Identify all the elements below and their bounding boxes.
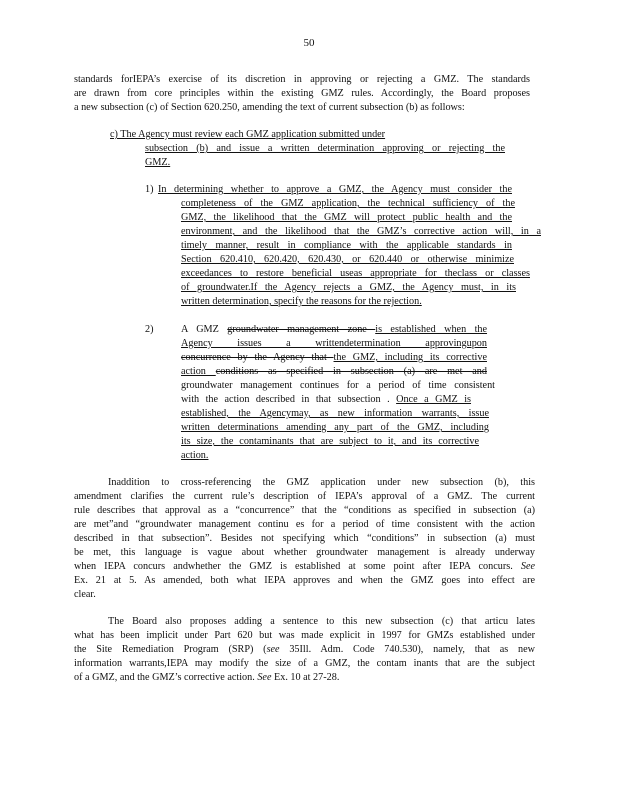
- item-1-text-3: GMZ, the likelihood that the GMZ will protect public health and the: [181, 212, 512, 223]
- item-1-text-1: In determining whether to approve a GMZ, the Agency must consider the: [158, 184, 512, 195]
- intro-paragraph: [74, 73, 530, 115]
- item-1-text-4: environment, and the likelihood that the GMZ’s corrective action will, in a: [181, 226, 541, 237]
- item-2-line-1: A GMZ groundwater management zone is established when the: [181, 324, 488, 335]
- page-number: 50: [303, 37, 315, 49]
- item-1-text-8: of groundwater.If the Agency rejects a GMZ, the Agency must, in its: [181, 282, 516, 293]
- p3-line-2: what has been implicit under Part 620 but was made explicit in 1997 for GMZs established under: [74, 630, 535, 641]
- item-2-body: [181, 323, 495, 463]
- p2-line-3: rule describes that approval as a “concurrence” that the “conditions as specified in subsection (a): [74, 505, 535, 516]
- item-2-line-9: its size, the contaminants that are subject to it, and its corrective: [181, 436, 479, 447]
- p2-line-6: be met, this language is vague about whether groundwater management is already underway: [74, 547, 535, 558]
- item-2-number: 2): [145, 324, 154, 335]
- paragraph-3: [74, 615, 535, 685]
- subsection-c-line-1: [110, 128, 464, 142]
- item-2-line-7: established, the Agencymay, as new information warrants, issue: [181, 408, 489, 419]
- subsection-c-text-2: subsection (b) and issue a written determination approving or rejecting the: [145, 143, 505, 154]
- p2-line-1: Inaddition to cross-referencing the GMZ application under new subsection (b), this: [108, 477, 535, 488]
- item-1-text-9: written determination, specify the reasons for the rejection.: [181, 296, 422, 307]
- item-1-text-2: completeness of the GMZ application, the technical sufficiency of the: [181, 198, 515, 209]
- intro-line-2: are drawn from core principles within the existing GMZ rules. Accordingly, the Board proposes: [74, 88, 530, 99]
- item-1-text-7: exceedances to restore beneficial useas appropriate for theclass or classes: [181, 268, 530, 279]
- p3-line-5: of a GMZ, and the GMZ’s corrective action. See Ex. 10 at 27-28.: [74, 672, 340, 683]
- item-1-first-line: [158, 183, 512, 197]
- item-1-number: 1): [145, 184, 154, 195]
- item-2-line-6: with the action described in that subsection . Once a GMZ is: [181, 394, 472, 405]
- item-2-line-10: action.: [181, 450, 209, 461]
- p2-line-4: are met”and “groundwater management continu es for a period of time consistent with the action: [74, 519, 535, 530]
- p3-line-4: information warrants,IEPA may modify the size of a GMZ, the contam inants that are the subject: [74, 658, 535, 669]
- item-1-text-6: Section 620.410, 620.420, 620.430, or 620.440 or otherwise minimize: [181, 254, 514, 265]
- subsection-c-text-1: c) The Agency must review each GMZ application submitted under: [110, 129, 386, 140]
- intro-line-1: standards forIEPA’s exercise of its discretion in approving or rejecting a GMZ. The standards: [74, 74, 530, 85]
- p2-line-2: amendment clarifies the current rule’s description of IEPA’s approval of a GMZ. The current: [74, 491, 535, 502]
- item-2-line-4: action conditions as specified in subsection (a) are met and: [181, 366, 487, 377]
- p3-line-3: the Site Remediation Program (SRP) (see 35Ill. Adm. Code 740.530), namely, that as new: [74, 644, 535, 655]
- p2-line-8: Ex. 21 at 5. As amended, both what IEPA approves and when the GMZ goes into effect are: [74, 575, 535, 586]
- item-2-line-8: written determinations amending any part of the GMZ, including: [181, 422, 489, 433]
- p2-line-9: clear.: [74, 589, 96, 600]
- subsection-c-cont: [145, 142, 505, 170]
- item-2-line-2: Agency issues a writtendetermination approvingupon: [181, 338, 487, 349]
- p2-line-7: when IEPA concurs andwhether the GMZ is established at some point after IEPA concurs. See: [74, 561, 535, 572]
- subsection-c-text-3: GMZ.: [145, 157, 171, 168]
- p3-line-1: The Board also proposes adding a sentence to this new subsection (c) that articu lates: [108, 616, 535, 627]
- item-1-body: [181, 197, 541, 309]
- paragraph-2: [74, 476, 535, 602]
- p2-line-5: described in that subsection”. Besides not specifying which “conditions” in subsection (a) must: [74, 533, 535, 544]
- item-2-line-5: groundwater management continues for a period of time consistent: [181, 380, 495, 391]
- intro-line-3: a new subsection (c) of Section 620.250, amending the text of current subsection (b) as follows:: [74, 102, 465, 113]
- item-2-line-3: concurrence by the Agency that the GMZ, including its corrective: [181, 352, 487, 363]
- item-1-text-5: timely manner, result in compliance with the applicable standards in: [181, 240, 512, 251]
